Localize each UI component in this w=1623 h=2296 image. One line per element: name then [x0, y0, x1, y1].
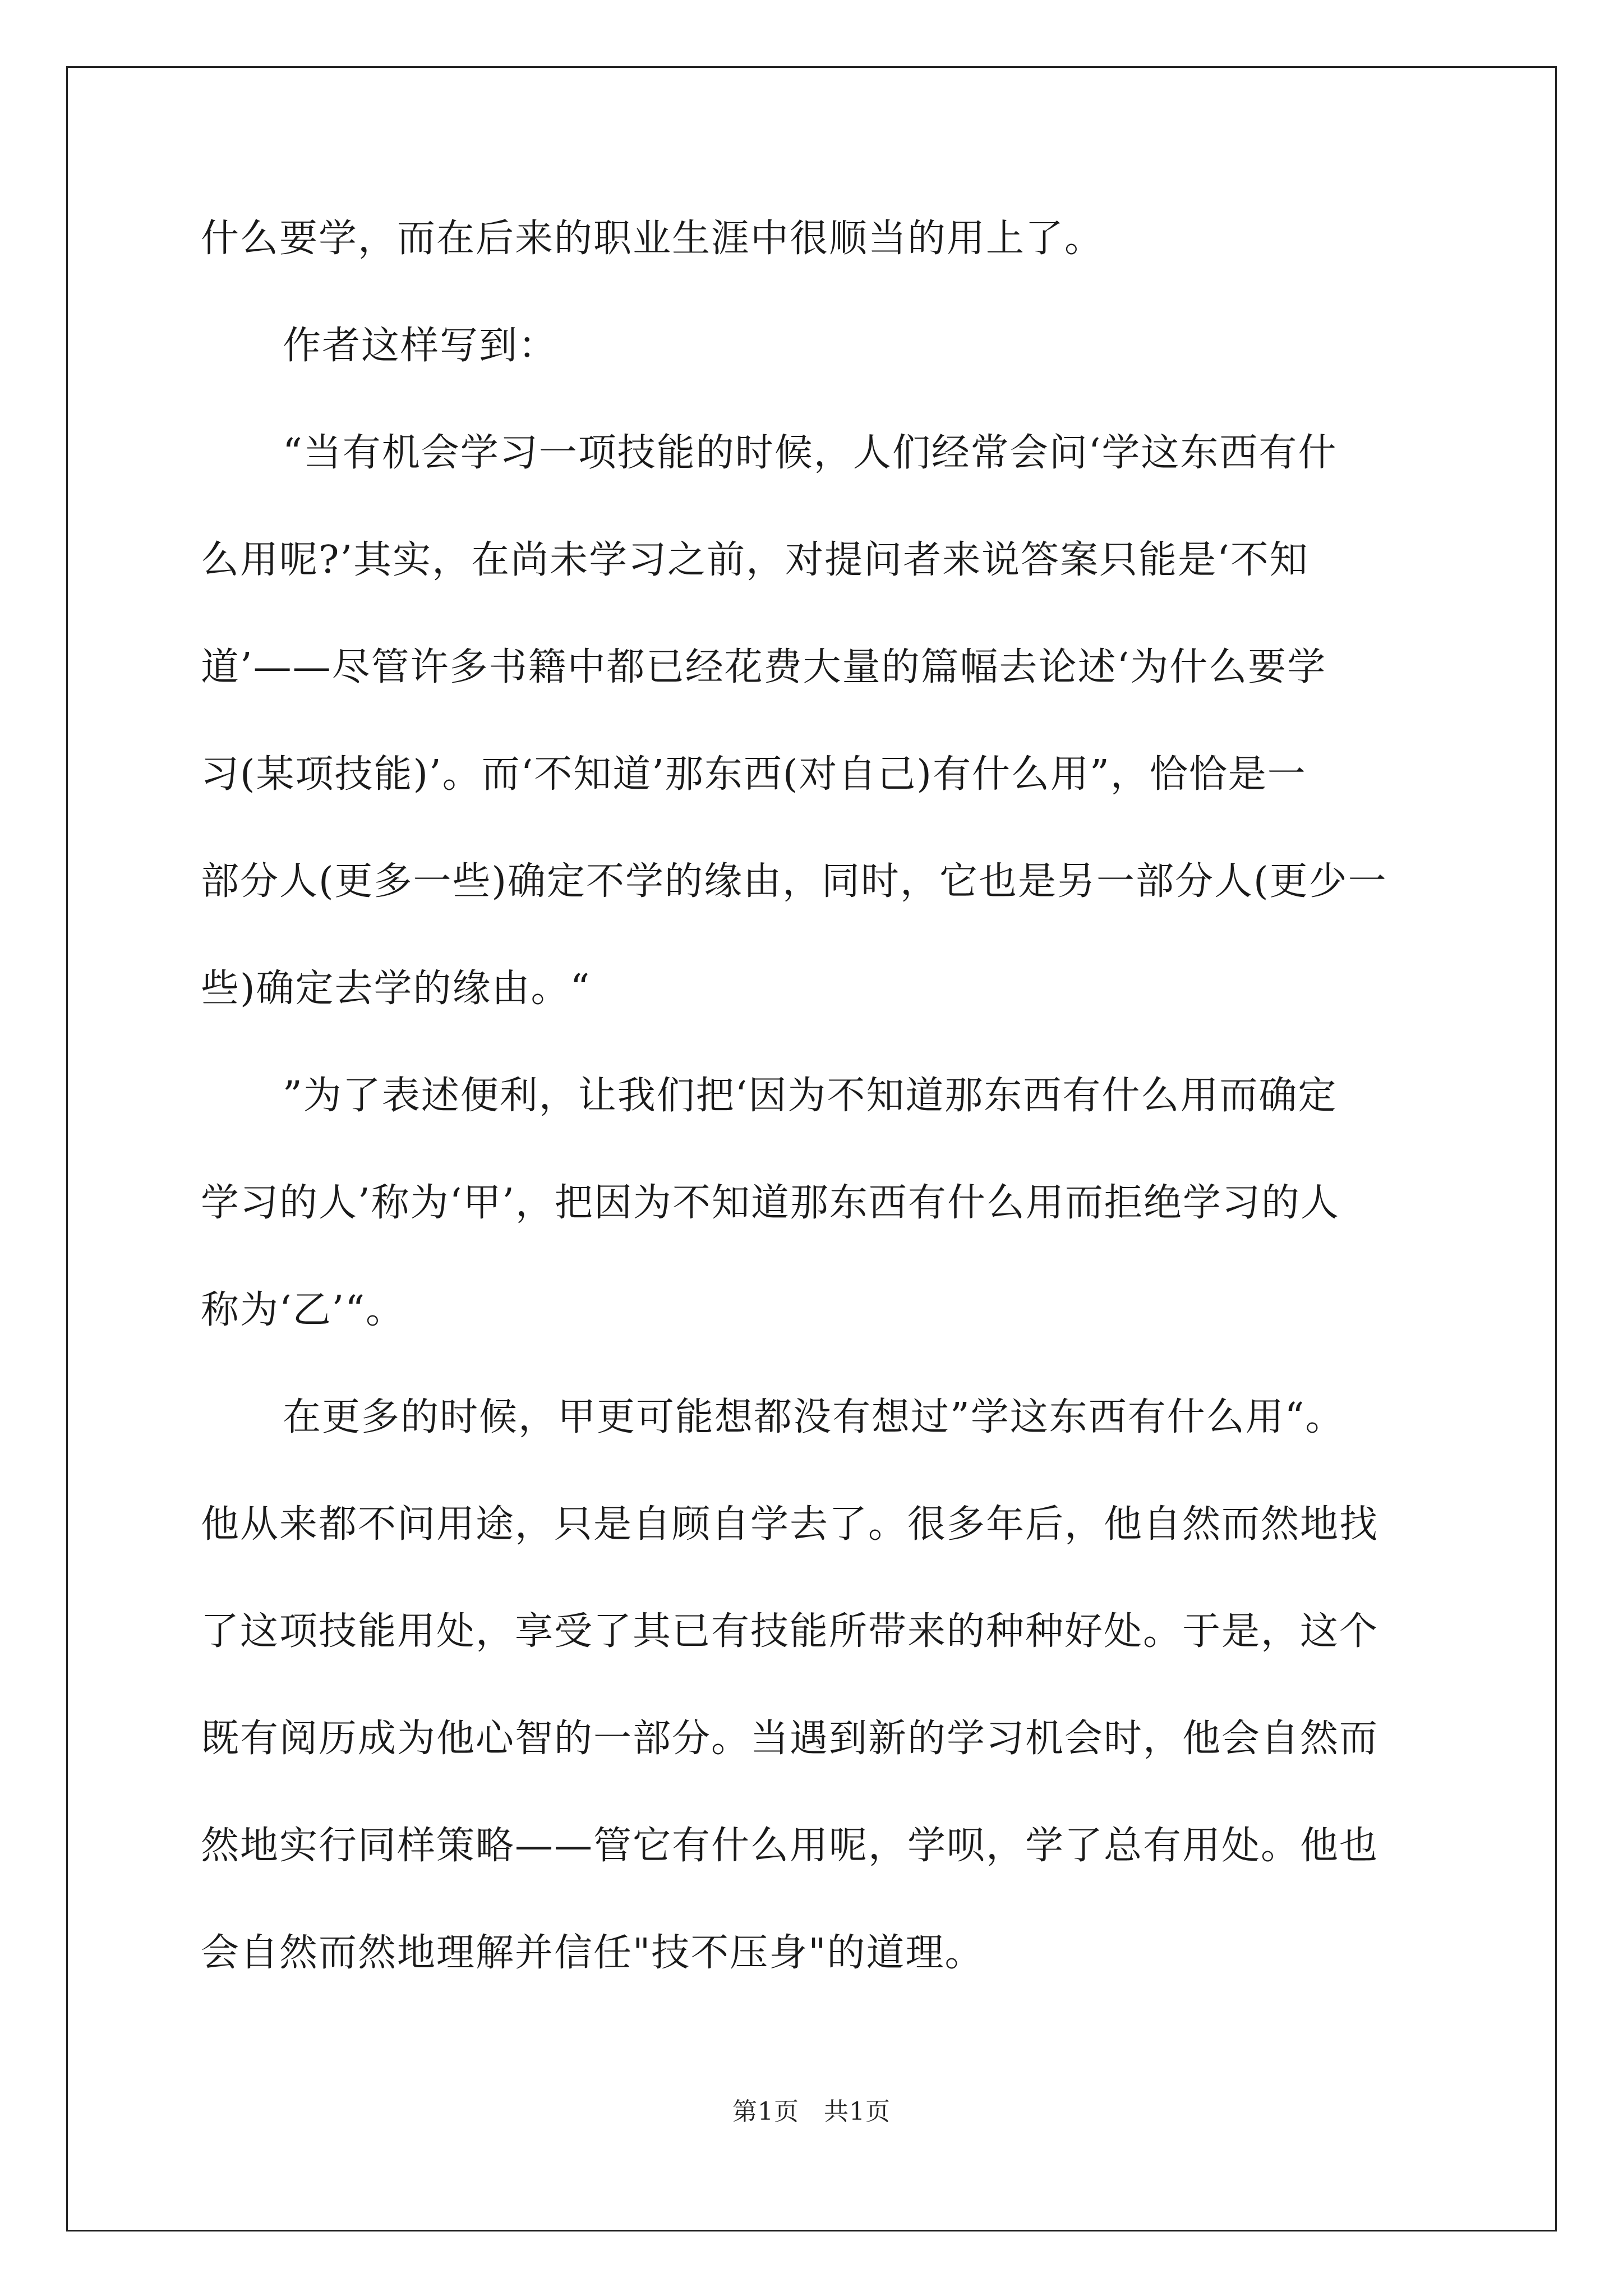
text-line: 既有阅历成为他心智的一部分。当遇到新的学习机会时，他会自然而	[201, 1717, 1379, 1761]
text-line: 了这项技能用处，享受了其已有技能所带来的种种好处。于是，这个	[201, 1609, 1379, 1654]
text-line: 习(某项技能)’。而‘不知道’那东西(对自己)有什么用”，恰恰是一	[201, 752, 1307, 797]
text-line: 么用呢?’其实，在尚未学习之前，对提问者来说答案只能是‘不知	[201, 538, 1309, 582]
text-line: 部分人(更多一些)确定不学的缘由，同时，它也是另一部分人(更少一	[201, 859, 1387, 904]
text-line: 称为‘乙’“。	[201, 1288, 405, 1332]
paragraph-3	[201, 399, 1429, 1042]
paragraph-5	[201, 1364, 1429, 2007]
text-line: 他从来都不问用途，只是自顾自学去了。很多年后，他自然而然地找	[201, 1502, 1379, 1547]
paragraph-1	[201, 185, 1429, 292]
text-line: “当有机会学习一项技能的时候，人们经常会问‘学这东西有什	[283, 431, 1338, 475]
text-line: 些)确定去学的缘由。“	[201, 967, 591, 1011]
text-line: 在更多的时候，甲更可能想都没有想过”学这东西有什么用“。	[283, 1395, 1345, 1439]
text-line: 学习的人’称为‘甲’，把因为不知道那东西有什么用而拒绝学习的人	[201, 1181, 1340, 1225]
text-line: 作者这样写到：	[283, 324, 558, 368]
text-line: ”为了表述便利，让我们把‘因为不知道那东西有什么用而确定	[283, 1074, 1338, 1118]
text-line: 然地实行同样策略——管它有什么用呢，学呗，学了总有用处。他也	[201, 1824, 1379, 1868]
page-number: 第1页	[732, 2097, 799, 2126]
document-body	[201, 185, 1429, 2007]
text-line: 会自然而然地理解并信任"技不压身"的道理。	[201, 1931, 984, 1975]
paragraph-2	[201, 292, 1429, 399]
paragraph-4	[201, 1042, 1429, 1364]
text-line: 什么要学，而在后来的职业生涯中很顺当的用上了。	[201, 217, 1104, 261]
page-total: 共1页	[824, 2097, 891, 2126]
page-footer	[0, 2095, 1623, 2129]
text-line: 道’——尽管许多书籍中都已经花费大量的篇幅去论述‘为什么要学	[201, 645, 1327, 689]
